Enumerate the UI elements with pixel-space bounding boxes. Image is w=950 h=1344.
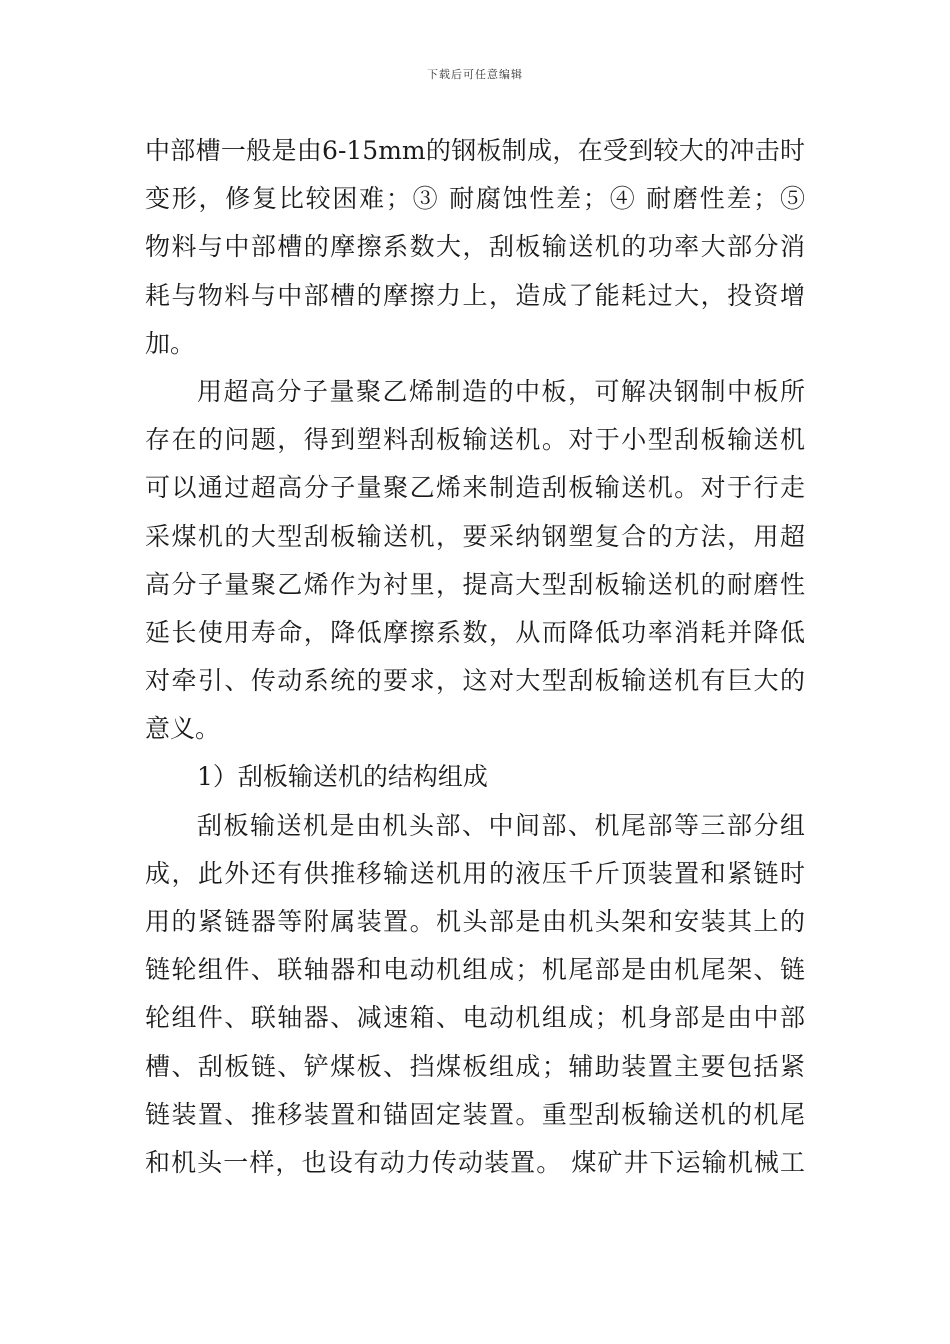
text-line: 链轮组件、联轴器和电动机组成；机尾部是由机尾架、链 [145, 955, 805, 985]
text-line: 高分子量聚乙烯作为衬里，提高大型刮板输送机的耐磨性 [145, 569, 805, 599]
text-line: 槽、刮板链、铲煤板、挡煤板组成；辅助装置主要包括紧 [145, 1051, 805, 1081]
text-line: 轮组件、联轴器、减速箱、电动机组成；机身部是由中部 [145, 1003, 805, 1033]
text-line: 采煤机的大型刮板输送机，要采纳钢塑复合的方法，用超 [145, 521, 805, 551]
text-line: 耗与物料与中部槽的摩擦力上，造成了能耗过大，投资增 [145, 280, 805, 310]
text-line: 加。 [145, 328, 196, 358]
text-line: 用超高分子量聚乙烯制造的中板，可解决钢制中板所 [197, 376, 805, 406]
text-line: 可以通过超高分子量聚乙烯来制造刮板输送机。对于行走 [145, 473, 805, 503]
text-line: 存在的问题，得到塑料刮板输送机。对于小型刮板输送机 [145, 425, 805, 455]
paragraph-3 [145, 802, 805, 1188]
paragraph-1 [145, 127, 805, 368]
document-body [145, 127, 805, 1187]
text-line: 对牵引、传动系统的要求，这对大型刮板输送机有巨大的 [145, 666, 805, 696]
text-line: 成，此外还有供推移输送机用的液压千斤顶装置和紧链时 [145, 858, 805, 888]
paragraph-2 [145, 368, 805, 754]
text-line: 变形，修复比较困难；③ 耐腐蚀性差；④ 耐磨性差；⑤ [145, 184, 805, 214]
text-line: 意义。 [145, 714, 221, 744]
section-heading-text: 1）刮板输送机的结构组成 [197, 762, 488, 792]
page-header: 下载后可任意编辑 [427, 68, 523, 81]
text-line: 延长使用寿命，降低摩擦系数，从而降低功率消耗并降低 [145, 617, 805, 647]
text-line: 中部槽一般是由6-15mm的钢板制成，在受到较大的冲击时 [145, 136, 805, 165]
text-line: 刮板输送机是由机头部、中间部、机尾部等三部分组 [197, 810, 805, 840]
text-line: 链装置、推移装置和锚固定装置。重型刮板输送机的机尾 [145, 1099, 805, 1129]
text-line: 物料与中部槽的摩擦系数大，刮板输送机的功率大部分消 [145, 232, 805, 262]
text-line: 和机头一样，也设有动力传动装置。 煤矿井下运输机械工 [145, 1147, 805, 1177]
section-heading [145, 753, 805, 801]
text-line: 用的紧链器等附属装置。机头部是由机头架和安装其上的 [145, 907, 805, 936]
